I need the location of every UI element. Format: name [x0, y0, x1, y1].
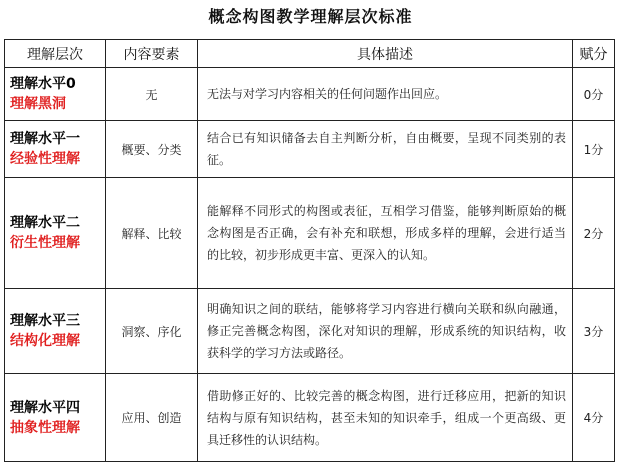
level-name: 理解水平一	[10, 131, 80, 147]
header-elements: 内容要素	[106, 40, 198, 68]
header-score: 赋分	[573, 40, 615, 68]
level-type: 经验性理解	[10, 151, 80, 167]
description-cell: 无法与对学习内容相关的任何问题作出回应。	[198, 68, 573, 121]
elements-cell: 洞察、序化	[106, 289, 198, 374]
table-header-row	[5, 40, 615, 68]
level-cell	[5, 178, 106, 289]
level-name: 理解水平0	[10, 76, 76, 92]
level-type: 衍生性理解	[10, 235, 80, 251]
level-cell	[5, 374, 106, 462]
level-cell	[5, 68, 106, 121]
level-cell	[5, 289, 106, 374]
level-type: 结构化理解	[10, 333, 80, 349]
header-level: 理解层次	[5, 40, 106, 68]
score-cell: 3分	[573, 289, 615, 374]
elements-cell: 无	[106, 68, 198, 121]
description-cell: 结合已有知识储备去自主判断分析，自由概要，呈现不同类别的表征。	[198, 121, 573, 178]
score-cell: 2分	[573, 178, 615, 289]
level-cell	[5, 121, 106, 178]
description-cell: 借助修正好的、比较完善的概念构图，进行迁移应用，把新的知识结构与原有知识结构，甚至未知的知识牵手，组成一个更高级、更具迁移性的认识结构。	[198, 374, 573, 462]
score-cell: 0分	[573, 68, 615, 121]
elements-cell: 解释、比较	[106, 178, 198, 289]
score-cell: 4分	[573, 374, 615, 462]
table-row	[5, 289, 615, 374]
level-name: 理解水平四	[10, 399, 80, 416]
header-description: 具体描述	[198, 40, 573, 68]
rubric-table	[4, 39, 615, 462]
description-cell: 明确知识之间的联结，能够将学习内容进行横向关联和纵向融通，修正完善概念构图，深化对知识的理解，形成系统的知识结构，收获科学的学习方法或路径。	[198, 289, 573, 374]
table-row	[5, 68, 615, 121]
level-name: 理解水平三	[10, 313, 80, 329]
score-cell: 1分	[573, 121, 615, 178]
level-name: 理解水平二	[10, 215, 80, 231]
level-type: 抽象性理解	[10, 419, 80, 436]
table-row	[5, 178, 615, 289]
table-row	[5, 121, 615, 178]
description-cell: 能解释不同形式的构图或表征，互相学习借鉴，能够判断原始的概念构图是否正确，会有补充和联想，形成多样的理解，会进行适当的比较，初步形成更丰富、更深入的认知。	[198, 178, 573, 289]
level-type: 理解黑洞	[10, 96, 66, 112]
document-title: 概念构图教学理解层次标准	[208, 7, 413, 26]
table-row	[5, 374, 615, 462]
elements-cell: 应用、创造	[106, 374, 198, 462]
elements-cell: 概要、分类	[106, 121, 198, 178]
